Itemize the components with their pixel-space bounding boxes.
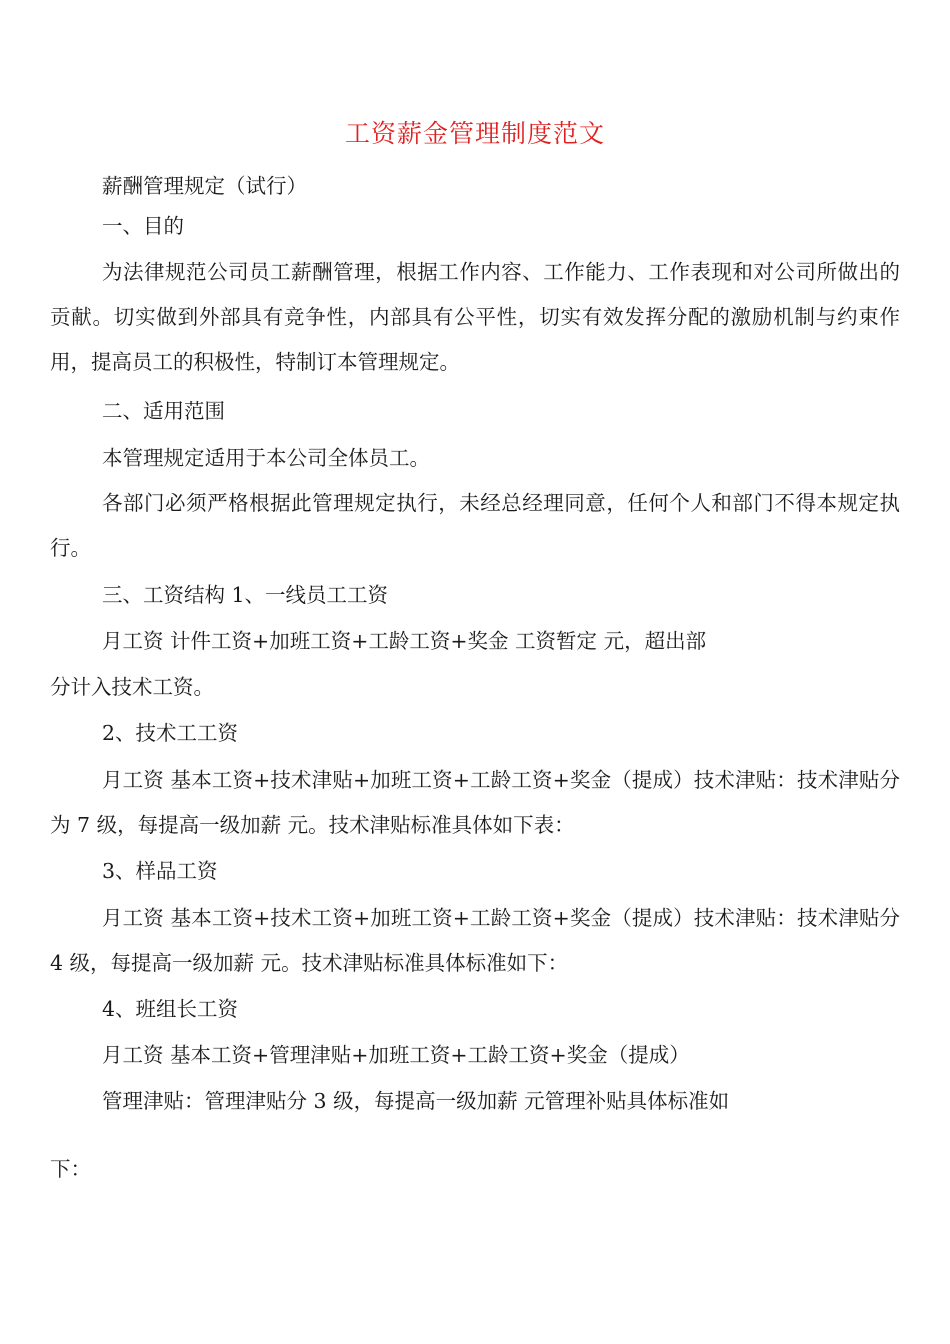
paragraph-sample-heading: 3、样品工资 [102,859,218,883]
paragraph-management-allowance-cont: 下： [50,1157,91,1181]
paragraph-technician-wage: 月工资 基本工资+技术津贴+加班工资+工龄工资+奖金（提成）技术津贴：技术津贴分为 7 级，每提高一级加薪 元。技术津贴标准具体如下表： [50,768,900,837]
paragraph-team-leader-heading: 4、班组长工资 [102,997,239,1021]
paragraph-purpose: 为法律规范公司员工薪酬管理，根据工作内容、工作能力、工作表现和对公司所做出的贡献。切实做到外部具有竞争性，内部具有公平性，切实有效发挥分配的激励机制与约束作用，提高员工的积极性，特制订本管理规定。 [50,260,900,374]
paragraph-compliance: 各部门必须严格根据此管理规定执行，未经总经理同意，任何个人和部门不得本规定执行。 [50,491,900,560]
paragraph-section-1-heading: 一、目的 [102,214,184,238]
paragraph-team-leader-wage: 月工资 基本工资+管理津贴+加班工资+工龄工资+奖金（提成） [102,1043,690,1067]
paragraph-frontline-wage-cont: 分计入技术工资。 [50,675,214,699]
paragraph-technician-heading: 2、技术工工资 [102,721,239,745]
paragraph-scope: 本管理规定适用于本公司全体员工。 [102,446,430,470]
paragraph-section-3-heading: 三、工资结构 1、一线员工工资 [102,583,389,607]
paragraph-heading-regulation: 薪酬管理规定（试行） [102,174,307,198]
paragraph-sample-wage: 月工资 基本工资+技术工资+加班工资+工龄工资+奖金（提成）技术津贴：技术津贴分 4 级，每提高一级加薪 元。技术津贴标准具体标准如下： [50,906,900,975]
paragraph-management-allowance: 管理津贴：管理津贴分 3 级，每提高一级加薪 元管理补贴具体标准如 [102,1089,730,1113]
paragraph-frontline-wage: 月工资 计件工资+加班工资+工龄工资+奖金 工资暂定 元，超出部 [102,629,707,653]
document-title: 工资薪金管理制度范文 [344,119,605,148]
paragraph-section-2-heading: 二、适用范围 [102,399,225,423]
